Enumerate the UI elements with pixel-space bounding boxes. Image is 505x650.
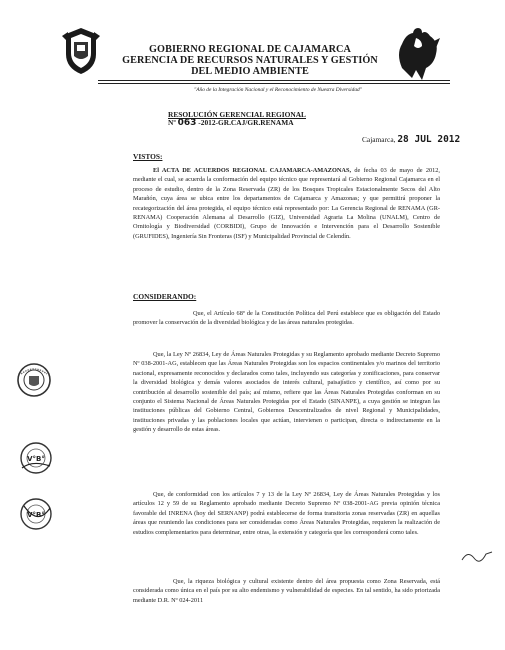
paragraph-considerando-2: Que, la Ley Nº 26834, Ley de Áreas Naturales Protegidas y su Reglamento aprobado mediante Decreto Supremo Nº 038-2001-AG, establecen que las Áreas Naturales Protegidas son los espacios continentales y/o marinos del territorio nacional, expresamente reconocidos y declarados como tales, incluyendo sus categorías y zonificaciones, para conservar la diversidad biológica y demás valores asociados de interés cultural, paisajístico y científico, así como por su contribución al desarrollo sostenible del país; así mismo, refiere que las Áreas Naturales Protegidas conforman en su conjunto el Sistema Nacional de Áreas Naturales Protegidas por el Estado (SINANPE), a cuya gestión se integran las instituciones públicas del Gobierno Central, Gobiernos Descentralizados de nivel Regional y Municipalidades, instituciones privadas y las poblaciones locales que actúan, intervienen o participan, directa o indirectamente en la gestión y desarrollo de estas áreas. xyxy=(133,351,440,434)
vistos-lead: El ACTA DE ACUERDOS REGIONAL CAJAMARCA-AMAZONAS, xyxy=(153,167,352,174)
svg-text:V°B°: V°B° xyxy=(27,511,45,519)
resolution-title: RESOLUCIÓN GERENCIAL REGIONAL xyxy=(168,110,306,119)
place-date xyxy=(362,134,460,145)
resolution-number-suffix: -2012-GR.CAJ/GR.RENAMA xyxy=(198,118,294,127)
regional-seal-icon xyxy=(16,362,52,398)
resolution-number xyxy=(168,118,294,128)
year-motto: "Año de la Integración Nacional y el Reconocimiento de Nuestra Diversidad" xyxy=(193,87,362,93)
paragraph-vistos xyxy=(133,166,440,241)
header-rule-top xyxy=(98,80,450,81)
resolution-number-handwritten: 063 xyxy=(177,118,197,128)
header-line-3: DEL MEDIO AMBIENTE xyxy=(191,66,309,77)
svg-text:V°B°: V°B° xyxy=(27,455,45,463)
condor-emblem-icon xyxy=(392,24,444,82)
paragraph-considerando-1: Que, el Artículo 68º de la Constitución Política del Perú establece que es obligación del Estado promover la conservación de la diversidad biológica y de las áreas naturales protegidas. xyxy=(133,310,440,327)
header-rule-bottom xyxy=(98,83,450,84)
paragraph-considerando-4: Que, la riqueza biológica y cultural existente dentro del área propuesta como Zona Reservada, está considerada como única en el país por su alto endemismo y vulnerabilidad de especies. En tal sentido, ha sido priorizada mediante D.R. Nº 024-2011 xyxy=(133,578,440,604)
date-stamp: 28 JUL 2012 xyxy=(397,134,461,145)
resolution-number-prefix: Nº xyxy=(168,118,176,127)
approval-stamp-icon-2 xyxy=(18,496,54,532)
header-line-2: GERENCIA DE RECURSOS NATURALES Y GESTIÓN xyxy=(122,55,378,66)
approval-stamp-icon xyxy=(18,440,54,476)
regional-crest-icon xyxy=(62,26,100,76)
section-considerando: CONSIDERANDO: xyxy=(133,292,197,301)
vistos-body: de fecha 03 de mayo de 2012, mediante el cual, se acuerda la conformación del equipo técnico que representará al Gobierno Regional Cajamarca en el proceso de estudio, dentro de la Zona Reservada (ZR) de los Bosques Tropicales Estacionalmente Secos del Alto Marañón, cuya área se ubica entre los departamentos de Cajamarca y Amazonas; y que permitirá proponer la recategorización del área protegida, el equipo técnico está representado por: La Gerencia Regional de RENAMA (GR-RENAMA) Cooperación Alemana al Desarrollo (GIZ), Universidad Agraria La Molina (UNALM), Centro de Ornitología y Biodiversidad (CORBIDI), Grupo de Innovación e Intervención para el Desarrollo Sostenible (GRUFIDES), Ingeniería Sin Fronteras (ISF) y Municipalidad Provincial de Celendín. xyxy=(133,167,440,240)
institution-header xyxy=(110,44,390,77)
place-label: Cajamarca, xyxy=(362,135,396,144)
header-line-1: GOBIERNO REGIONAL DE CAJAMARCA xyxy=(149,44,351,55)
section-vistos: VISTOS: xyxy=(133,152,163,161)
paragraph-considerando-3: Que, de conformidad con los artículos 7 y 13 de la Ley Nº 26834, Ley de Áreas Naturales Protegidas y los artículos 12 y 59 de su Reglamento aprobado mediante Decreto Supremo Nº 038-2001-AG previa opinión técnica favorable del INRENA (hoy del SERNANP) podrá establecerse de forma transitoria zonas reservadas (ZR) en aquellas áreas que reuniendo las condiciones para ser consideradas como Áreas Naturales Protegidas, requieren la realización de estudios complementarios para determinar, entre otras, la extensión y categoría que les corresponderá como tales. xyxy=(133,491,440,536)
margin-signature-icon xyxy=(460,548,494,564)
